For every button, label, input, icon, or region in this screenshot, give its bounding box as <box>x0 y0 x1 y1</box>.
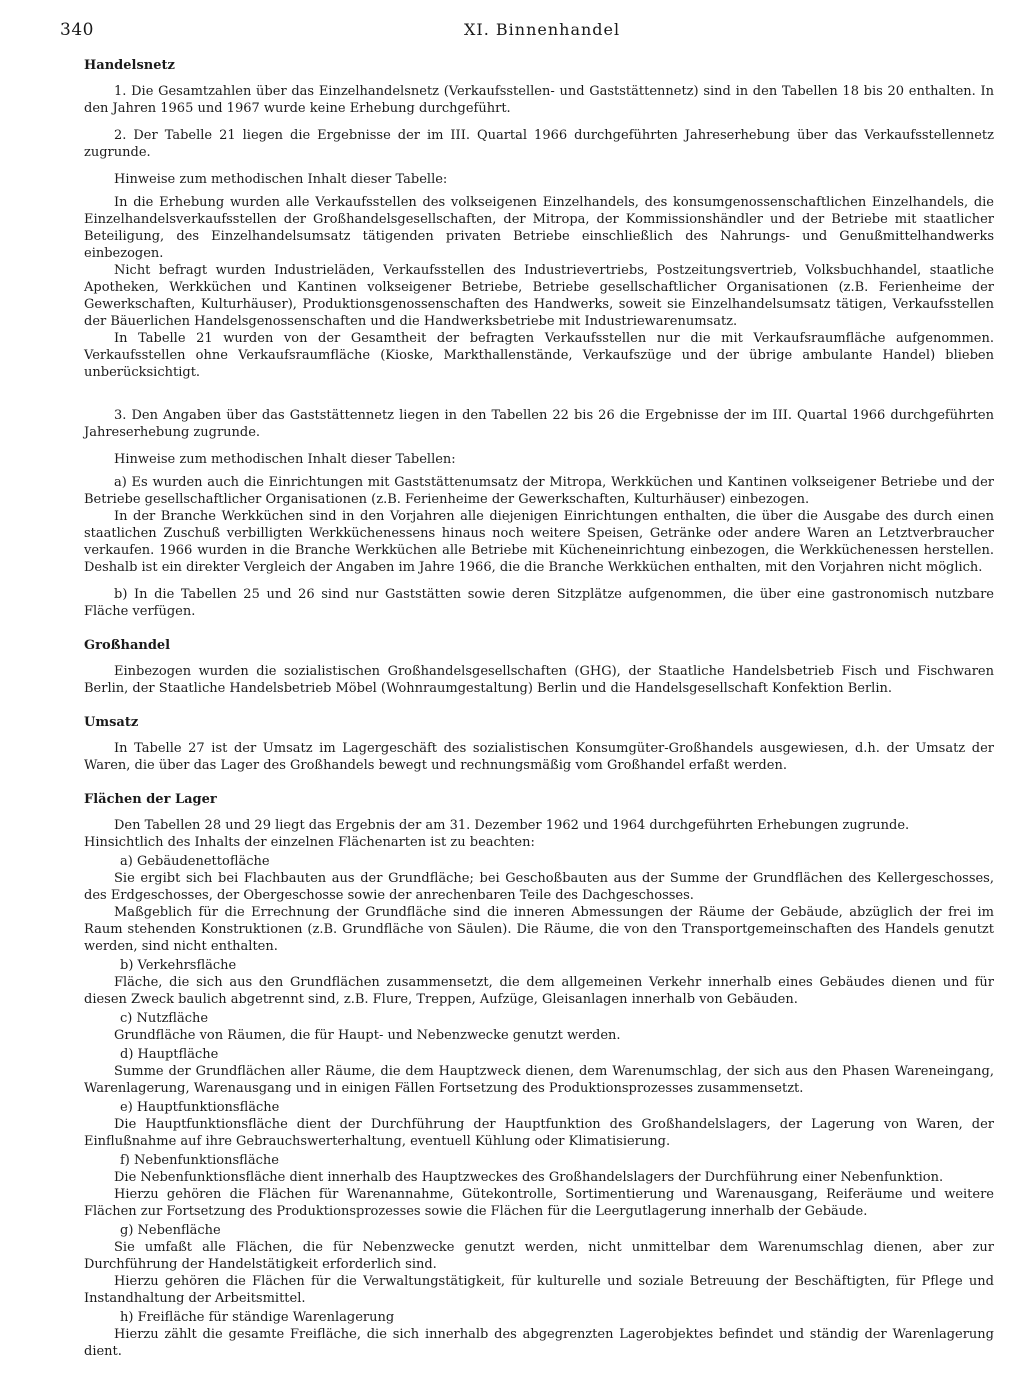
paragraph: Hinweise zum methodischen Inhalt dieser Tabelle: <box>114 172 448 187</box>
paragraph: Summe der Grundflächen aller Räume, die dem Hauptzweck dienen, dem Warenumschlag, der sich aus den Phasen Wareneingang, Warenlagerung, Warenausgang und in einigen Fällen Fortsetzung des Produktionsprozesses zusammensetzt. <box>84 1064 994 1096</box>
subsection-heading: a) Gebäudenettofläche <box>120 854 270 869</box>
paragraph: Sie ergibt sich bei Flachbauten aus der Grundfläche; bei Geschoßbauten aus der Summe der Grundflächen des Kellergeschosses, des Erdgeschosses, der Obergeschosse sowie der anrechenbaren Teile des Dachgeschosses. <box>84 871 994 903</box>
document-page <box>60 20 994 1360</box>
paragraph: Hinsichtlich des Inhalts der einzelnen Flächenarten ist zu beachten: <box>84 835 535 850</box>
paragraph: Hierzu zählt die gesamte Freifläche, die sich innerhalb des abgegrenzten Lagerobjektes befindet und ständig der Warenlagerung dient. <box>84 1327 994 1359</box>
section-heading-grosshandel: Großhandel <box>84 638 171 653</box>
paragraph: Nicht befragt wurden Industrieläden, Verkaufsstellen des Industrievertriebs, Postzeitungsvertrieb, Volksbuchhandel, staatliche Apotheken, Werkküchen und Kantinen volkseigener Betriebe, Betriebe gesellschaftlicher Organisationen (z.B. Ferienheime der Gewerkschaften, Kulturhäuser), Produktionsgenossenschaften des Handwerks, soweit sie Einzelhandelsumsatz tätigen, Verkaufsstellen der Bäuerlichen Handelsgenossenschaften und die Handwerksbetriebe mit Industriewarenumsatz. <box>84 263 994 329</box>
paragraph: 1. Die Gesamtzahlen über das Einzelhandelsnetz (Verkaufsstellen- und Gaststättennetz) sind in den Tabellen 18 bis 20 enthalten. In den Jahren 1965 und 1967 wurde keine Erhebung durchgeführt. <box>84 84 994 116</box>
subsection-heading: e) Hauptfunktionsfläche <box>120 1100 280 1115</box>
paragraph: Fläche, die sich aus den Grundflächen zusammensetzt, die dem allgemeinen Verkehr innerhalb eines Gebäudes dienen und für diesen Zweck baulich abgetrennt sind, z.B. Flure, Treppen, Aufzüge, Gleisanlagen innerhalb von Gebäuden. <box>84 975 994 1007</box>
chapter-title: XI. Binnenhandel <box>464 20 621 39</box>
paragraph: Maßgeblich für die Errechnung der Grundfläche sind die inneren Abmessungen der Räume der Gebäude, abzüglich der frei im Raum stehenden Konstruktionen (z.B. Grundfläche von Säulen). Die Räume, die von den Transportgemeinschaften des Handels genutzt werden, sind nicht enthalten. <box>84 905 994 954</box>
page-number: 340 <box>60 20 94 40</box>
paragraph: 2. Der Tabelle 21 liegen die Ergebnisse der im III. Quartal 1966 durchgeführten Jahreserhebung über das Verkaufsstellennetz zugrunde. <box>84 128 994 160</box>
subsection-heading: d) Hauptfläche <box>120 1047 219 1062</box>
section-heading-flaechen: Flächen der Lager <box>84 792 217 807</box>
paragraph: In Tabelle 27 ist der Umsatz im Lagergeschäft des sozialistischen Konsumgüter-Großhandels ausgewiesen, d.h. der Umsatz der Waren, die über das Lager des Großhandels bewegt und rechnungsmäßig vom Großhandel erfaßt werden. <box>84 741 994 773</box>
paragraph: Die Hauptfunktionsfläche dient der Durchführung der Hauptfunktion des Großhandelslagers, der Lagerung von Waren, der Einflußnahme auf ihre Gebrauchswerterhaltung, eventuell Kühlung oder Klimatisierung. <box>84 1117 994 1149</box>
paragraph: a) Es wurden auch die Einrichtungen mit Gaststättenumsatz der Mitropa, Werkküchen und Kantinen volkseigener Betriebe und der Betriebe gesellschaftlicher Organisationen (z.B. Ferienheime der Gewerkschaften, Kulturhäuser) einbezogen. <box>84 475 994 507</box>
paragraph: In der Branche Werkküchen sind in den Vorjahren alle diejenigen Einrichtungen enthalten, die über die Ausgabe des durch einen staatlichen Zuschuß verbilligten Werkküchenessens hinaus noch weitere Speisen, Getränke oder andere Waren an Letztverbraucher verkaufen. 1966 wurden in die Branche Werkküchen alle Betriebe mit Kücheneinrichtung einbezogen, die Werkküchenessen herstellen. Deshalb ist ein direkter Vergleich der Angaben im Jahre 1966, die die Branche Werkküchen enthalten, mit den Vorjahren nicht möglich. <box>84 509 994 575</box>
subsection-heading: h) Freifläche für ständige Warenlagerung <box>120 1310 395 1325</box>
paragraph: Hinweise zum methodischen Inhalt dieser Tabellen: <box>114 452 456 467</box>
section-heading-umsatz: Umsatz <box>84 715 139 730</box>
paragraph: Hierzu gehören die Flächen für die Verwaltungstätigkeit, für kulturelle und soziale Betreuung der Beschäftigten, für Pflege und Instandhaltung der Arbeitsmittel. <box>84 1274 994 1306</box>
paragraph: Hierzu gehören die Flächen für Warenannahme, Gütekontrolle, Sortimentierung und Warenausgang, Reiferäume und weitere Flächen zur Fortsetzung des Produktionsprozesses sowie die Flächen für die Leergutlagerung innerhalb der Gebäude. <box>84 1187 994 1219</box>
subsection-heading: b) Verkehrsfläche <box>120 958 237 973</box>
subsection-heading: f) Nebenfunktionsfläche <box>120 1153 279 1168</box>
paragraph: Grundfläche von Räumen, die für Haupt- und Nebenzwecke genutzt werden. <box>114 1028 621 1043</box>
paragraph: In die Erhebung wurden alle Verkaufsstellen des volkseigenen Einzelhandels, des konsumgenossenschaftlichen Einzelhandels, die Einzelhandelsverkaufsstellen der Großhandelsgesellschaften, der Mitropa, der Kommissionshändler und der Betriebe mit staatlicher Beteiligung, des Einzelhandelsumsatz tätigenden privaten Betriebe einschließlich des Nahrungs- und Genußmittelhandwerks einbezogen. <box>84 195 994 261</box>
paragraph: Sie umfaßt alle Flächen, die für Nebenzwecke genutzt werden, nicht unmittelbar dem Warenumschlag dienen, aber zur Durchführung der Handelstätigkeit erforderlich sind. <box>84 1240 994 1272</box>
subsection-heading: c) Nutzfläche <box>120 1011 209 1026</box>
paragraph: In Tabelle 21 wurden von der Gesamtheit der befragten Verkaufsstellen nur die mit Verkaufsraumfläche aufgenommen. Verkaufsstellen ohne Verkaufsraumfläche (Kioske, Markthallenstände, Verkaufszüge und der übrige ambulante Handel) blieben unberücksichtigt. <box>84 331 994 380</box>
running-head <box>60 20 994 46</box>
subsection-heading: g) Nebenfläche <box>120 1223 221 1238</box>
paragraph: 3. Den Angaben über das Gaststättennetz liegen in den Tabellen 22 bis 26 die Ergebnisse der im III. Quartal 1966 durchgeführten Jahreserhebung zugrunde. <box>84 408 994 440</box>
paragraph: Die Nebenfunktionsfläche dient innerhalb des Hauptzweckes des Großhandelslagers der Durchführung einer Nebenfunktion. <box>114 1170 944 1185</box>
section-heading-handelsnetz: Handelsnetz <box>84 58 175 73</box>
paragraph: b) In die Tabellen 25 und 26 sind nur Gaststätten sowie deren Sitzplätze aufgenommen, die über eine gastronomisch nutzbare Fläche verfügen. <box>84 587 994 619</box>
paragraph: Den Tabellen 28 und 29 liegt das Ergebnis der am 31. Dezember 1962 und 1964 durchgeführten Erhebungen zugrunde. <box>114 818 910 833</box>
paragraph: Einbezogen wurden die sozialistischen Großhandelsgesellschaften (GHG), der Staatliche Handelsbetrieb Fisch und Fischwaren Berlin, der Staatliche Handelsbetrieb Möbel (Wohnraumgestaltung) Berlin und die Handelsgesellschaft Konfektion Berlin. <box>84 664 994 696</box>
